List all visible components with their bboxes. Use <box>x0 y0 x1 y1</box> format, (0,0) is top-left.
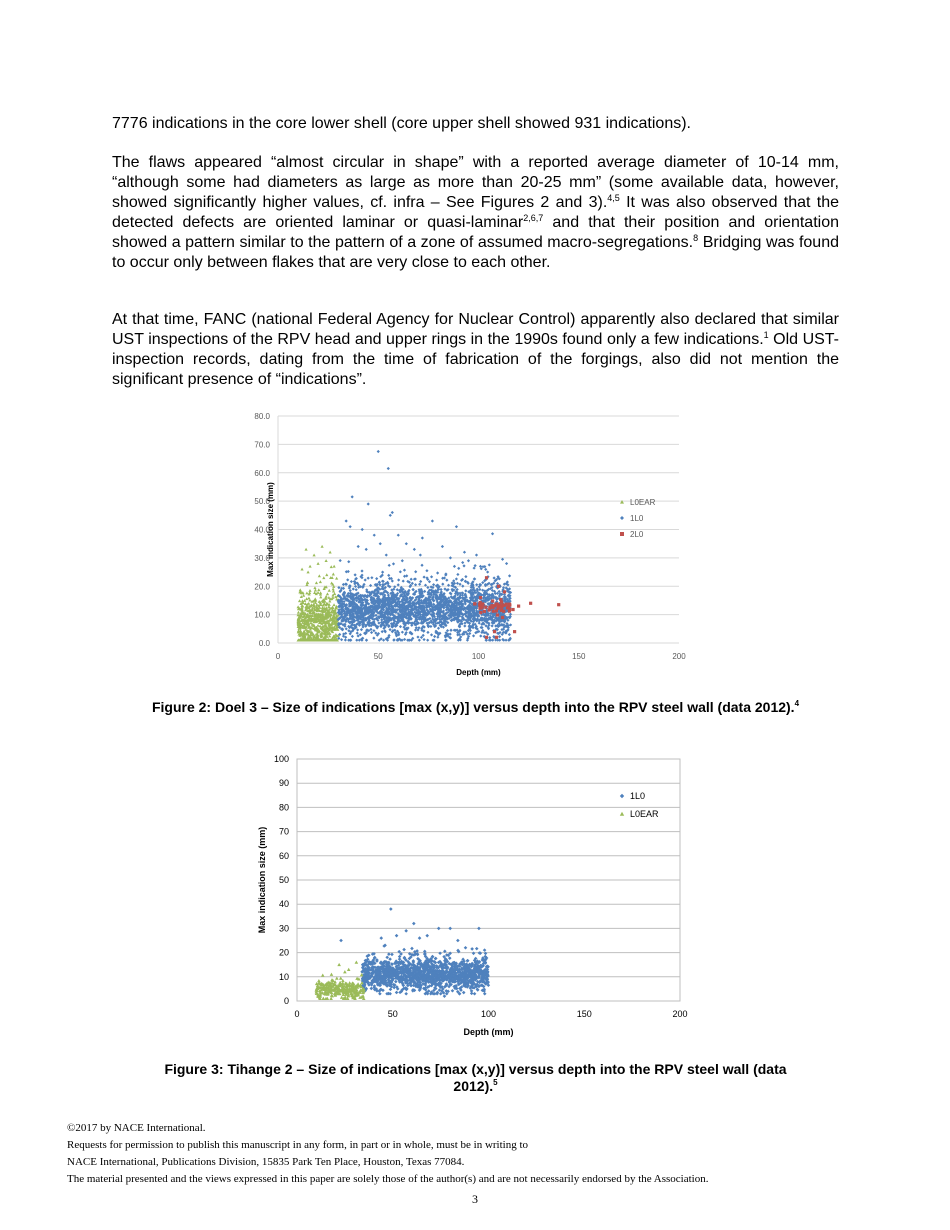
data-point <box>361 528 364 531</box>
y-tick-label: 0.0 <box>258 639 270 648</box>
data-point <box>318 574 321 577</box>
data-point <box>325 573 328 576</box>
data-point <box>503 590 506 593</box>
data-point <box>388 628 391 631</box>
paragraph-2-text-a: The flaws appeared “almost circular in shape” with a reported average diameter of 10-14 mm, “although some had diameters as large as more than 20-25 mm” (some available data, however, showed significantly higher values, cf. infra – See Figures 2 and 3). <box>112 154 839 211</box>
data-point <box>517 605 520 608</box>
data-point <box>397 578 400 581</box>
data-point <box>486 570 489 573</box>
data-point <box>485 636 488 639</box>
data-point <box>350 580 353 583</box>
data-point <box>499 605 502 608</box>
data-point <box>441 545 444 548</box>
y-tick-label: 80 <box>278 802 289 813</box>
data-point <box>489 606 492 609</box>
data-point <box>332 588 335 591</box>
data-point <box>379 542 382 545</box>
data-point <box>418 583 421 586</box>
data-point <box>349 525 352 528</box>
data-point <box>325 559 328 562</box>
data-point <box>390 962 394 966</box>
data-point <box>513 630 516 633</box>
data-point <box>441 583 444 586</box>
data-point <box>315 581 318 584</box>
data-point <box>418 639 421 642</box>
x-tick-label: 150 <box>576 1009 592 1019</box>
data-point <box>463 624 466 627</box>
data-point <box>314 597 317 600</box>
legend-label: 2L0 <box>630 530 644 539</box>
data-point <box>367 502 370 505</box>
data-point <box>496 613 499 616</box>
paragraph-2-text-c: and that their position and orientation showed a pattern similar to the pattern of a zone of assumed macro-segregations. <box>112 214 839 251</box>
data-point <box>464 589 467 592</box>
data-point <box>425 569 428 572</box>
data-point <box>435 578 438 581</box>
data-point <box>413 548 416 551</box>
citation-superscript: 2,6,7 <box>523 213 544 223</box>
data-point <box>488 636 491 639</box>
data-point <box>298 599 301 602</box>
y-tick-label: 50.0 <box>254 497 270 507</box>
data-point <box>478 588 481 591</box>
data-point <box>387 574 390 577</box>
data-point <box>373 534 376 537</box>
data-point <box>478 603 481 606</box>
data-point <box>307 596 310 599</box>
data-point <box>364 578 367 581</box>
y-tick-label: 50 <box>278 875 289 885</box>
data-point <box>451 989 455 993</box>
data-point <box>420 564 423 567</box>
data-point <box>304 548 307 551</box>
data-point <box>340 638 343 641</box>
data-point <box>456 582 459 585</box>
data-point <box>354 573 357 576</box>
data-point <box>385 956 389 960</box>
paragraph-2-text-d: Bridging was found to occur only between flakes that are very close to each other. <box>112 234 840 271</box>
data-point <box>453 565 456 568</box>
y-tick-label: 10.0 <box>254 610 270 620</box>
data-point <box>502 604 505 607</box>
data-point <box>464 575 467 578</box>
y-tick-label: 40 <box>278 899 289 910</box>
data-point <box>500 609 503 612</box>
data-point <box>422 575 425 578</box>
data-point <box>349 589 352 592</box>
x-tick-label: 0 <box>294 1009 300 1019</box>
citation-superscript: 4,5 <box>607 193 620 203</box>
data-point <box>470 947 474 951</box>
data-point <box>367 577 370 580</box>
x-tick-label: 200 <box>672 652 686 661</box>
data-point <box>491 639 494 642</box>
data-point <box>430 633 433 636</box>
data-point <box>508 604 511 607</box>
data-point <box>351 495 354 498</box>
data-point <box>377 621 380 624</box>
data-point <box>491 532 494 535</box>
data-point <box>319 580 322 583</box>
paragraph-2-text-b: It was also observed that the detected defects are oriented laminar or quasi-laminar <box>112 194 839 231</box>
data-point <box>433 635 436 638</box>
data-point <box>557 603 560 606</box>
data-point <box>498 635 501 638</box>
data-point <box>501 616 504 619</box>
data-point <box>339 559 342 562</box>
data-point <box>493 576 496 579</box>
data-point <box>461 561 464 564</box>
data-point <box>385 553 388 556</box>
data-point <box>488 563 491 566</box>
data-point <box>421 536 424 539</box>
data-point <box>370 576 373 579</box>
data-point <box>458 583 461 586</box>
data-point <box>461 585 464 588</box>
y-tick-label: 90 <box>278 778 289 789</box>
x-axis-label: Depth (mm) <box>463 1027 514 1037</box>
data-point <box>401 559 404 562</box>
data-point <box>302 594 305 597</box>
y-tick-label: 40.0 <box>254 525 270 535</box>
data-point <box>387 467 390 470</box>
data-point <box>493 630 496 633</box>
data-point <box>492 610 495 613</box>
y-tick-label: 60.0 <box>254 468 270 478</box>
data-point <box>462 564 465 567</box>
data-point <box>370 987 374 991</box>
data-point <box>508 574 511 577</box>
data-point <box>392 562 395 565</box>
x-tick-label: 0 <box>275 652 281 661</box>
data-point <box>377 450 380 453</box>
data-point <box>483 992 487 996</box>
data-point <box>423 590 426 593</box>
y-tick-label: 70.0 <box>254 440 270 450</box>
y-tick-label: 100 <box>273 754 289 764</box>
data-point <box>426 631 429 634</box>
y-axis-label: Max indication size (mm) <box>266 482 275 577</box>
data-point <box>344 638 347 641</box>
series-1L0 <box>337 450 513 642</box>
data-point <box>511 608 514 611</box>
data-point <box>360 569 363 572</box>
data-point <box>472 634 475 637</box>
data-point <box>438 951 442 955</box>
data-point <box>321 545 324 548</box>
x-tick-label: 100 <box>480 1009 497 1019</box>
data-point <box>378 581 381 584</box>
legend-label: L0EAR <box>630 498 656 507</box>
data-point <box>479 634 482 637</box>
data-point <box>330 565 333 568</box>
data-point <box>356 632 359 635</box>
data-point <box>475 553 478 556</box>
data-point <box>505 603 508 606</box>
data-point <box>365 639 368 642</box>
data-point <box>308 589 311 592</box>
data-point <box>317 588 320 591</box>
data-point <box>399 625 402 628</box>
data-point <box>346 578 349 581</box>
data-point <box>394 980 398 984</box>
data-point <box>357 545 360 548</box>
data-point <box>419 553 422 556</box>
legend-marker <box>620 532 624 536</box>
data-point <box>463 551 466 554</box>
data-point <box>508 609 511 612</box>
data-point <box>333 565 336 568</box>
data-point <box>455 525 458 528</box>
data-point <box>466 959 470 963</box>
data-point <box>491 599 494 602</box>
data-point <box>402 579 405 582</box>
legend-marker <box>620 516 624 520</box>
data-point <box>461 594 464 597</box>
data-point <box>428 580 431 583</box>
y-tick-label: 80.0 <box>254 412 270 421</box>
data-point <box>345 519 348 522</box>
y-tick-label: 20.0 <box>254 582 270 592</box>
y-tick-label: 30 <box>278 923 289 934</box>
data-point <box>392 986 396 990</box>
data-point <box>365 548 368 551</box>
data-point <box>495 636 498 639</box>
data-point <box>467 559 470 562</box>
data-point <box>372 629 375 632</box>
data-point <box>401 631 404 634</box>
data-point <box>426 639 429 642</box>
data-point <box>456 573 459 576</box>
legend-marker <box>620 500 624 504</box>
data-point <box>352 587 355 590</box>
y-tick-label: 30.0 <box>254 553 270 563</box>
data-point <box>328 589 331 592</box>
data-point <box>491 624 494 627</box>
y-tick-label: 20 <box>278 947 289 958</box>
data-point <box>403 638 406 641</box>
paragraph-3-text-b: Old UST-inspection records, dating from the time of fabrication of the forgings, also did not mention the significant presence of “indications”. <box>112 331 840 388</box>
data-point <box>508 633 511 636</box>
data-point <box>430 575 433 578</box>
data-point <box>390 953 394 957</box>
data-point <box>497 585 500 588</box>
data-point <box>308 565 311 568</box>
data-point <box>388 957 392 961</box>
data-point <box>457 567 460 570</box>
data-point <box>389 514 392 517</box>
data-point <box>301 599 304 602</box>
data-point <box>483 610 486 613</box>
data-point <box>412 588 415 591</box>
data-point <box>351 635 354 638</box>
data-point <box>473 577 476 580</box>
paragraph-3-text-a: At that time, FANC (national Federal Agency for Nuclear Control) apparently also declared that similar UST inspections of the RPV head and upper rings in the 1990s found only a few indications. <box>112 311 839 348</box>
data-point <box>442 626 445 629</box>
data-point <box>437 627 440 630</box>
data-point <box>449 633 452 636</box>
y-tick-label: 60 <box>278 850 289 861</box>
data-point <box>481 581 484 584</box>
data-point <box>479 596 482 599</box>
data-point <box>500 600 503 603</box>
data-point <box>395 991 399 995</box>
y-tick-label: 10 <box>278 971 289 982</box>
data-point <box>300 568 303 571</box>
data-point <box>483 948 487 952</box>
data-point <box>381 630 384 633</box>
data-point <box>455 577 458 580</box>
data-point <box>306 581 309 584</box>
data-point <box>378 992 382 996</box>
data-point <box>388 564 391 567</box>
data-point <box>498 639 501 642</box>
data-point <box>312 553 315 556</box>
data-point <box>392 639 395 642</box>
citation-superscript: 8 <box>693 233 699 243</box>
data-point <box>375 577 378 580</box>
data-point <box>479 611 482 614</box>
data-point <box>505 562 508 565</box>
y-axis-label: Max indication size (mm) <box>257 826 267 934</box>
figure-3-chart <box>257 754 688 1037</box>
data-point <box>529 602 532 605</box>
data-point <box>319 595 322 598</box>
data-point <box>468 632 471 635</box>
data-point <box>405 542 408 545</box>
x-tick-label: 50 <box>387 1009 398 1019</box>
paragraph-1-text: 7776 indications in the core lower shell (core upper shell showed 931 indications). <box>112 115 691 132</box>
x-tick-label: 150 <box>572 652 586 661</box>
data-point <box>402 948 406 952</box>
data-point <box>391 511 394 514</box>
data-point <box>370 631 373 634</box>
data-point <box>297 611 300 614</box>
data-point <box>332 573 335 576</box>
data-point <box>484 606 487 609</box>
data-point <box>470 992 474 996</box>
data-point <box>483 565 486 568</box>
data-point <box>488 608 491 611</box>
data-point <box>360 628 363 631</box>
data-point <box>422 638 425 641</box>
data-point <box>436 571 439 574</box>
data-point <box>403 575 406 578</box>
data-point <box>484 568 487 571</box>
data-point <box>436 636 439 639</box>
series-L0EAR <box>296 545 339 642</box>
data-point <box>399 570 402 573</box>
data-point <box>473 602 476 605</box>
data-point <box>485 576 488 579</box>
legend-label: 1L0 <box>630 514 644 523</box>
data-point <box>478 607 481 610</box>
x-tick-label: 50 <box>373 652 383 661</box>
data-point <box>473 992 477 996</box>
y-tick-label: 0 <box>283 996 289 1006</box>
data-point <box>410 578 413 581</box>
data-point <box>326 592 329 595</box>
data-point <box>306 570 309 573</box>
data-point <box>475 947 479 951</box>
data-point <box>347 560 350 563</box>
data-point <box>449 556 452 559</box>
data-point <box>355 588 358 591</box>
x-axis-label: Depth (mm) <box>456 668 501 677</box>
data-point <box>472 951 476 955</box>
data-point <box>356 628 359 631</box>
data-point <box>431 519 434 522</box>
x-tick-label: 200 <box>672 1009 688 1019</box>
data-point <box>445 579 448 582</box>
data-point <box>305 592 308 595</box>
data-point <box>317 562 320 565</box>
data-point <box>335 577 338 580</box>
y-tick-label: 70 <box>278 826 289 837</box>
data-point <box>419 580 422 583</box>
data-point <box>372 637 375 640</box>
data-point <box>397 534 400 537</box>
data-point <box>416 635 419 638</box>
data-point <box>478 621 481 624</box>
data-point <box>299 588 302 591</box>
data-point <box>354 585 357 588</box>
data-point <box>410 947 414 951</box>
x-tick-label: 100 <box>471 652 486 661</box>
data-point <box>307 602 310 605</box>
data-point <box>332 603 335 606</box>
data-point <box>449 629 452 632</box>
citation-superscript: 1 <box>763 330 769 340</box>
data-point <box>414 570 417 573</box>
data-point <box>322 576 325 579</box>
data-point <box>345 627 348 630</box>
data-point <box>485 639 488 642</box>
data-point <box>381 571 384 574</box>
figure-2-chart <box>254 412 686 677</box>
data-point <box>403 569 406 572</box>
data-point <box>329 551 332 554</box>
